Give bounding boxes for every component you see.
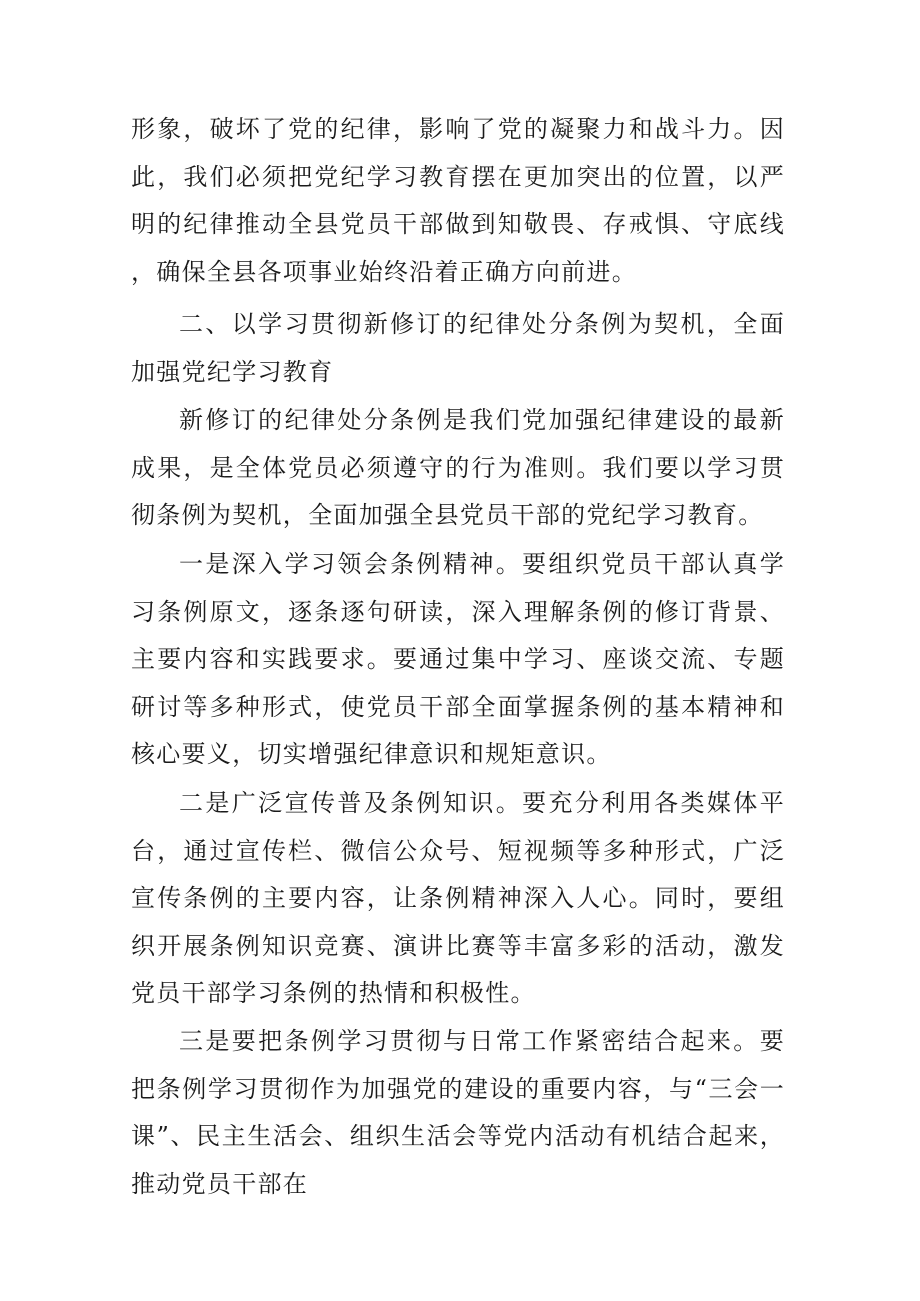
section-heading: 二、以学习贯彻新修订的纪律处分条例为契机，全面加强党纪学习教育 [131, 310, 785, 386]
point-three-paragraph: 三是要把条例学习贯彻与日常工作紧密结合起来。要把条例学习贯彻作为加强党的建设的重要内容，与“三会一课”、民主生活会、组织生活会等党内活动有机结合起来，推动党员干部在 [131, 1027, 785, 1198]
paragraph-continuation: 形象，破坏了党的纪律，影响了党的凝聚力和战斗力。因此，我们必须把党纪学习教育摆在更加突出的位置，以严明的纪律推动全县党员干部做到知敬畏、存戒惧、守底线，确保全县各项事业始终沿着正确方向前进。 [131, 115, 785, 286]
point-two-block [131, 780, 785, 1018]
point-three-block [131, 1018, 785, 1208]
intro-paragraph-block [131, 397, 785, 540]
point-two-paragraph: 二是广泛宣传普及条例知识。要充分利用各类媒体平台，通过宣传栏、微信公众号、短视频等多种形式，广泛宣传条例的主要内容，让条例精神深入人心。同时，要组织开展条例知识竞赛、演讲比赛等丰富多彩的活动，激发党员干部学习条例的热情和积极性。 [131, 789, 785, 1007]
point-one-paragraph: 一是深入学习领会条例精神。要组织党员干部认真学习条例原文，逐条逐句研读，深入理解条例的修订背景、主要内容和实践要求。要通过集中学习、座谈交流、专题研讨等多种形式，使党员干部全面掌握条例的基本精神和核心要义，切实增强纪律意识和规矩意识。 [131, 550, 785, 768]
continued-paragraph [131, 106, 785, 296]
section-heading-block [131, 301, 785, 396]
point-one-block [131, 541, 785, 779]
intro-paragraph: 新修订的纪律处分条例是我们党加强纪律建设的最新成果，是全体党员必须遵守的行为准则。我们要以学习贯彻条例为契机，全面加强全县党员干部的党纪学习教育。 [131, 406, 785, 529]
